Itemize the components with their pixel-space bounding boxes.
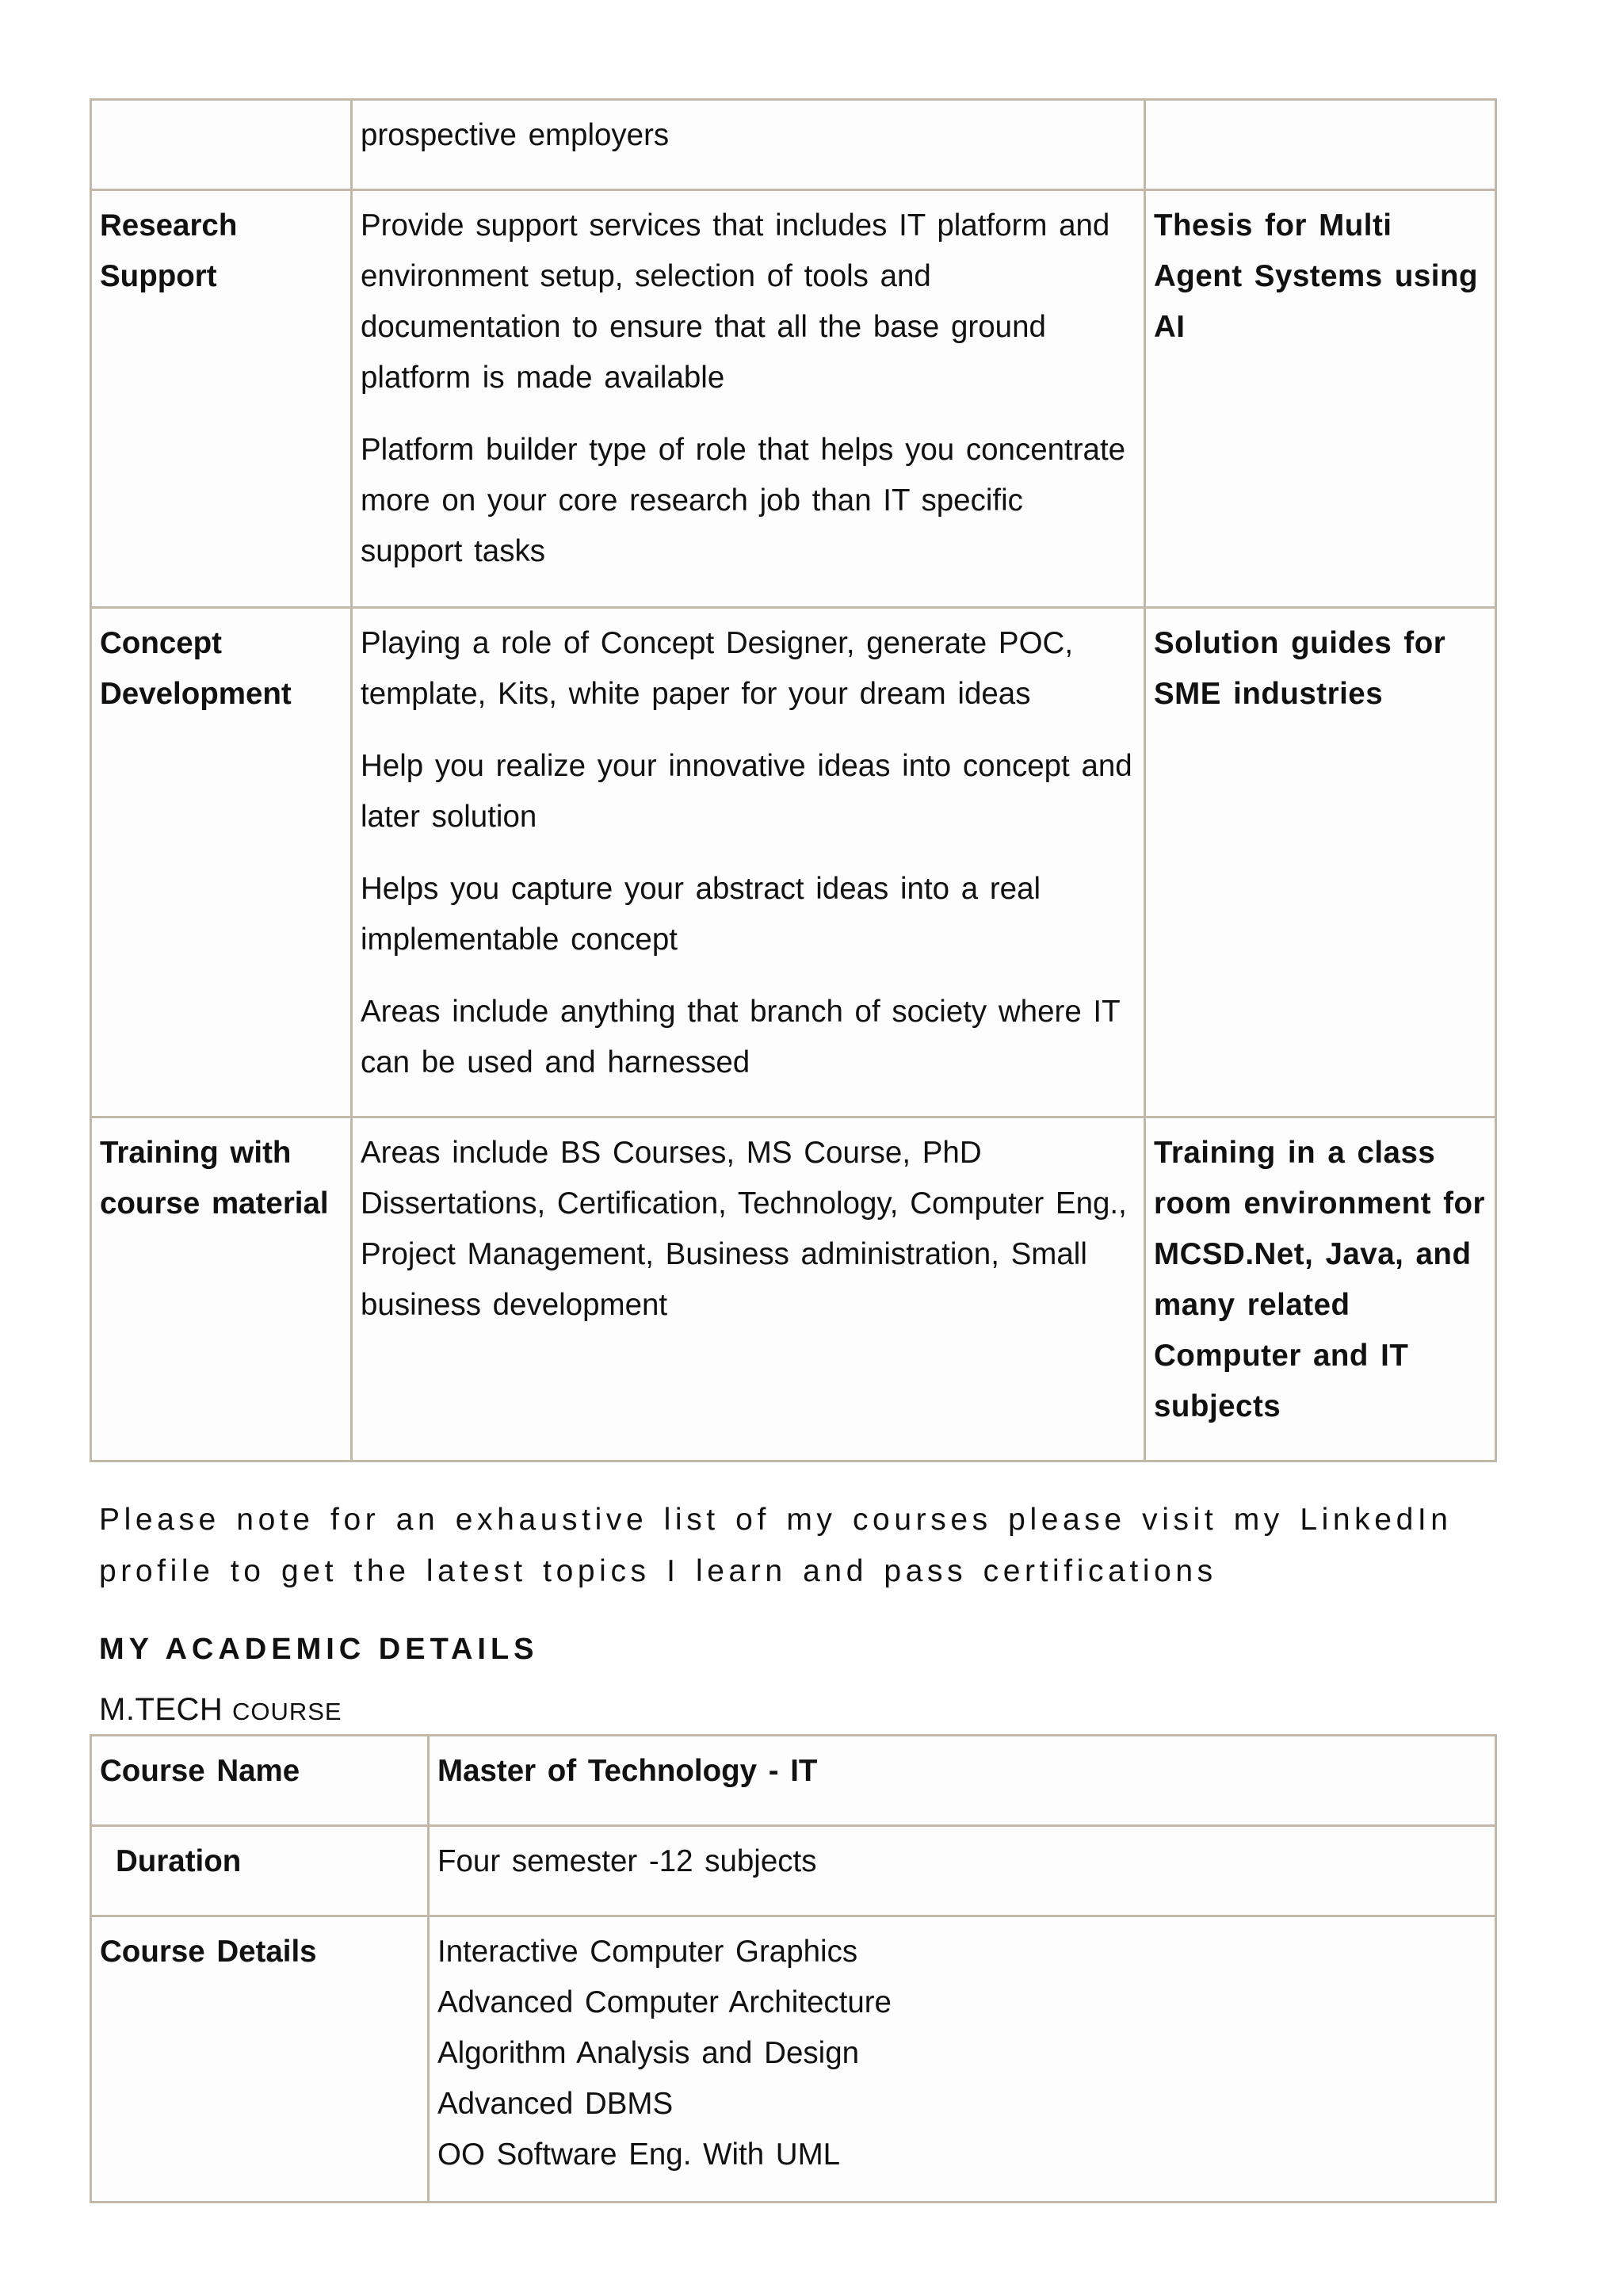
description-paragraph: Platform builder type of role that helps you concentrate more on your core research job than IT specific support tasks bbox=[361, 433, 1126, 568]
description-paragraph: Areas include BS Courses, MS Course, PhD Dissertations, Certification, Technology, Computer Eng., Project Management, Business administration, Small business development bbox=[361, 1136, 1127, 1322]
table-row bbox=[91, 1916, 1496, 2202]
description-paragraph: Areas include anything that branch of society where IT can be used and harnessed bbox=[361, 995, 1120, 1079]
duration-value: Four semester -12 subjects bbox=[429, 1826, 1496, 1916]
course-details-label: Course Details bbox=[91, 1916, 429, 2202]
table-row bbox=[91, 100, 1496, 190]
service-label: Training with course material bbox=[91, 1117, 352, 1461]
academic-table bbox=[90, 1734, 1497, 2203]
table-row bbox=[91, 1736, 1496, 1826]
list-item: Advanced Computer Architecture bbox=[437, 1985, 892, 2019]
course-name-value: Master of Technology - IT bbox=[429, 1736, 1496, 1826]
course-subheading-prefix: M.TECH bbox=[99, 1692, 232, 1727]
course-name-label: Course Name bbox=[91, 1736, 429, 1826]
services-table bbox=[90, 98, 1497, 1462]
list-item: Interactive Computer Graphics bbox=[437, 1935, 858, 1969]
service-example bbox=[1145, 100, 1496, 190]
linkedin-note: Please note for an exhaustive list of my courses please visit my LinkedIn profile to get the latest topics I learn and pass certifications bbox=[99, 1503, 1453, 1588]
list-item: Advanced DBMS bbox=[437, 2087, 674, 2121]
service-label bbox=[91, 100, 352, 190]
service-example: Solution guides for SME industries bbox=[1145, 608, 1496, 1117]
description-paragraph: Playing a role of Concept Designer, generate POC, template, Kits, white paper for your dream ideas bbox=[361, 626, 1074, 711]
service-label: Concept Development bbox=[91, 608, 352, 1117]
description-paragraph: prospective employers bbox=[361, 118, 670, 152]
service-example: Thesis for Multi Agent Systems using AI bbox=[1145, 190, 1496, 608]
service-example: Training in a class room environment for MCSD.Net, Java, and many related Computer and IT subjects bbox=[1145, 1117, 1496, 1461]
table-row bbox=[91, 608, 1496, 1117]
service-description bbox=[352, 100, 1145, 190]
table-row bbox=[91, 190, 1496, 608]
description-paragraph: Provide support services that includes IT platform and environment setup, selection of tools and documentation to ensure that all the base ground platform is made available bbox=[361, 208, 1110, 395]
course-details-list bbox=[429, 1916, 1496, 2202]
table-row bbox=[91, 1826, 1496, 1916]
service-description bbox=[352, 1117, 1145, 1461]
list-item: OO Software Eng. With UML bbox=[437, 2137, 841, 2172]
course-subheading bbox=[99, 1692, 342, 1728]
service-description bbox=[352, 190, 1145, 608]
duration-label: Duration bbox=[91, 1826, 429, 1916]
table-row bbox=[91, 1117, 1496, 1461]
description-paragraph: Helps you capture your abstract ideas into a real implementable concept bbox=[361, 872, 1041, 957]
description-paragraph: Help you realize your innovative ideas into concept and later solution bbox=[361, 749, 1132, 834]
section-heading: MY ACADEMIC DETAILS bbox=[99, 1633, 539, 1666]
course-subheading-suffix: COURSE bbox=[231, 1698, 342, 1725]
service-description bbox=[352, 608, 1145, 1117]
service-label: Research Support bbox=[91, 190, 352, 608]
list-item: Algorithm Analysis and Design bbox=[437, 2036, 860, 2070]
